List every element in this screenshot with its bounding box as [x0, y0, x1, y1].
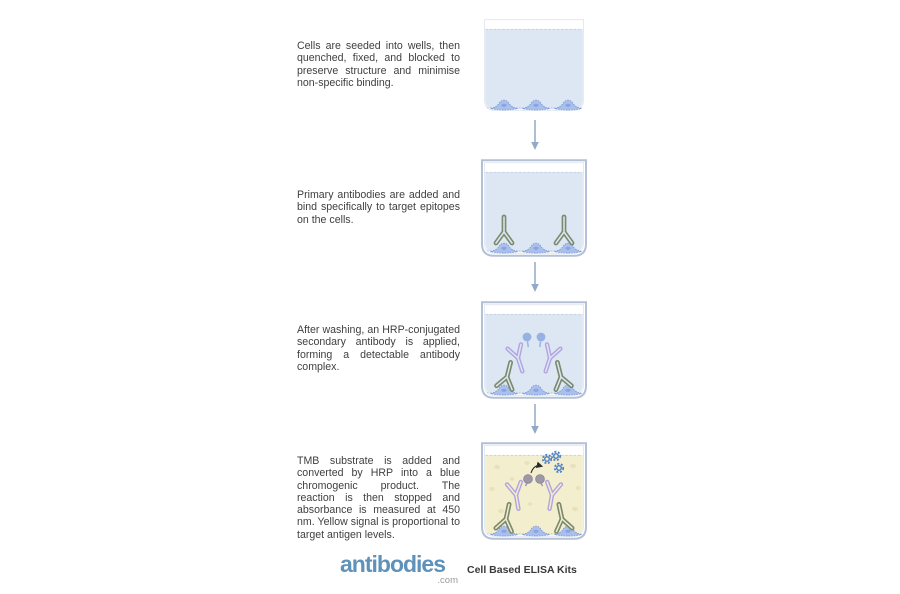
cell-icon: [491, 100, 582, 110]
brand-suffix: .com: [437, 575, 458, 586]
footer-tagline: Cell Based ELISA Kits: [467, 564, 577, 576]
flow-arrow-icon: [529, 262, 541, 293]
flow-arrow-icon: [529, 404, 541, 435]
well-with-primary-antibodies-icon: [478, 159, 590, 259]
well-with-tmb-yellow-signal-icon: [478, 442, 590, 542]
well-with-hrp-secondary-antibody-complex-icon: [478, 301, 590, 401]
well-with-fixed-cells-icon: [478, 16, 590, 116]
cell-icon: [491, 243, 582, 253]
step-3-description: After washing, an HRP-conjugated secondary antibody is applied, forming a detectable antibody complex.: [297, 324, 460, 373]
step-4-description: TMB substrate is added and converted by HRP into a blue chromogenic product. The reaction is then stopped and absorbance is measured at 450 nm. Yellow signal is proportional to target antigen levels.: [297, 455, 460, 541]
cell-icon: [491, 526, 582, 536]
step-2-description: Primary antibodies are added and bind specifically to target epitopes on the cells.: [297, 189, 460, 226]
brand-logo: [340, 551, 458, 586]
flow-arrow-icon: [529, 120, 541, 151]
footer: [340, 551, 577, 586]
step-1-description: Cells are seeded into wells, then quenched, fixed, and blocked to preserve structure and minimise non-specific binding.: [297, 40, 460, 89]
cell-icon: [491, 385, 582, 395]
brand-name: antibodies: [340, 551, 446, 577]
